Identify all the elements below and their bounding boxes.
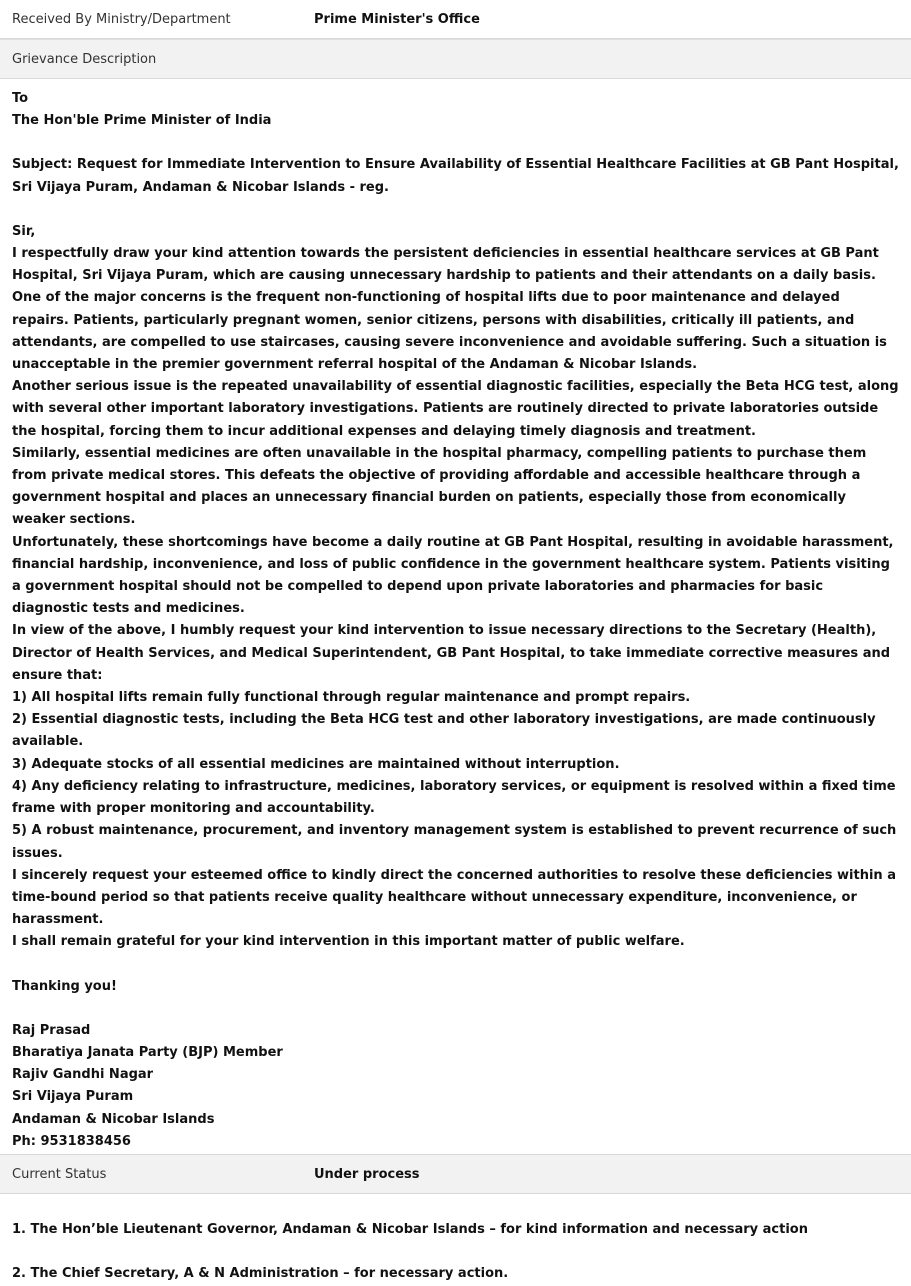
letter-addressee: To The Hon'ble Prime Minister of India	[12, 91, 272, 129]
current-status-value: Under process	[314, 1166, 420, 1182]
letter-signature: Raj Prasad Bharatiya Janata Party (BJP) Member Rajiv Gandhi Nagar Sri Vijaya Puram Andaman & Nicobar Islands Ph: 9531838456	[12, 1022, 283, 1149]
copy-to-item-2: 2. The Chief Secretary, A & N Administration – for necessary action.	[12, 1266, 509, 1282]
letter-body: Sir, I respectfully draw your kind attention towards the persistent deficiencies in essential healthcare services at GB Pant Hospital, Sri Vijaya Puram, which are causing unnecessary hardship to patients and their attendants on a daily basis. One of the major concerns is the frequent non-functioning of hospital lifts due to poor maintenance and delayed repairs. Patients, particularly pregnant women, senior citizens, persons with disabilities, critically ill patients, and attendants, are compelled to use staircases, causing severe inconvenience and avoidable suffering. Such a situation is unacceptable in the premier government referral hospital of the Andaman & Nicobar Islands. Another serious issue is the repeated unavailability of essential diagnostic facilities, especially the Beta HCG test, along with several other important laboratory investigations. Patients are routinely directed to private laboratories outside the hospital, forcing them to incur additional expenses and delaying timely diagnosis and treatment. Similarly, essential medicines are often unavailable in the hospital pharmacy, compelling patients to purchase them from private medical stores. This defeats the objective of providing affordable and accessible healthcare through a government hospital and places an unnecessary financial burden on patients, especially those from economically weaker sections. Unfortunately, these shortcomings have become a daily routine at GB Pant Hospital, resulting in avoidable harassment, financial hardship, inconvenience, and loss of public confidence in the government healthcare system. Patients visiting a government hospital should not be compelled to depend upon private laboratories and pharmacies for basic diagnostic tests and medicines. In view of the above, I humbly request your kind intervention to issue necessary directions to the Secretary (Health), Director of Health Services, and Medical Superintendent, GB Pant Hospital, to take immediate corrective measures and ensure that: 1) All hospital lifts remain fully functional through regular maintenance and prompt repairs. 2) Essential diagnostic tests, including the Beta HCG test and other laboratory investigations, are made continuously available. 3) Adequate stocks of all essential medicines are maintained without interruption. 4) Any deficiency relating to infrastructure, medicines, laboratory services, or equipment is resolved within a fixed time frame with proper monitoring and accountability. 5) A robust maintenance, procurement, and inventory management system is established to prevent recurrence of such issues. I sincerely request your esteemed office to kindly direct the concerned authorities to resolve these deficiencies within a time-bound period so that patients receive quality healthcare without unnecessary expenditure, inconvenience, or harassment. I shall remain grateful for your kind intervention in this important matter of public welfare.	[12, 223, 899, 950]
received-by-row	[0, 0, 911, 39]
letter-closing: Thanking you!	[12, 978, 117, 994]
letter-subject: Subject: Request for Immediate Intervention to Ensure Availability of Essential Healthcare Facilities at GB Pant Hospital, Sri Vijaya Puram, Andaman & Nicobar Islands - reg.	[12, 157, 899, 195]
grievance-description-header: Grievance Description	[0, 39, 911, 79]
received-by-value: Prime Minister's Office	[314, 11, 480, 27]
current-status-row	[0, 1154, 911, 1194]
current-status-label: Current Status	[12, 1166, 107, 1182]
copy-to-item-1: 1. The Hon’ble Lieutenant Governor, Andaman & Nicobar Islands – for kind information and necessary action	[12, 1222, 808, 1238]
received-by-label: Received By Ministry/Department	[12, 11, 231, 27]
grievance-description	[0, 79, 911, 1286]
